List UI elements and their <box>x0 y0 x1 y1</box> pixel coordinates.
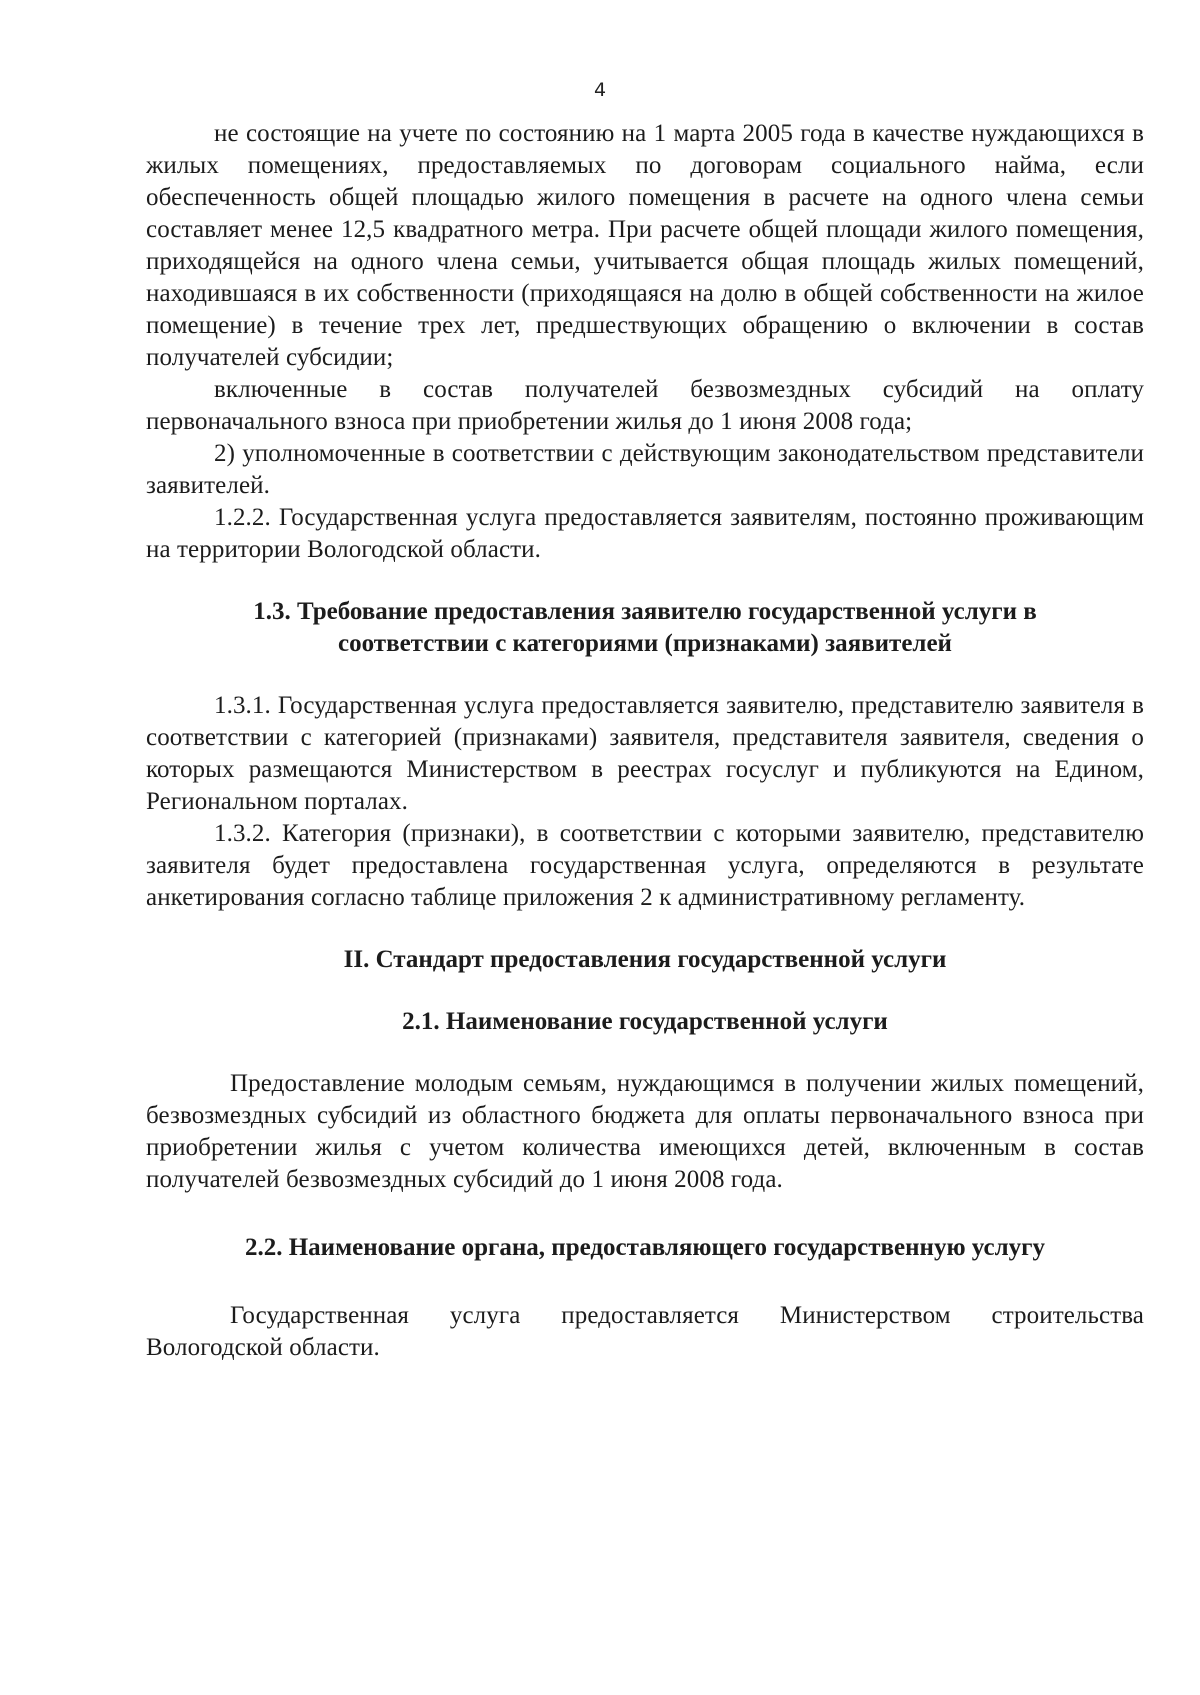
paragraph-1-2-2: 1.2.2. Государственная услуга предоставляется заявителям, постоянно проживающим на территории Вологодской области. <box>146 504 1144 563</box>
paragraph-eligibility-criteria: не состоящие на учете по состоянию на 1 марта 2005 года в качестве нуждающихся в жилых помещениях, предоставляемых по договорам социального найма, если обеспеченность общей площадью жилого помещения в расчете на одного члена семьи составляет менее 12,5 квадратного метра. При расчете общей площади жилого помещения, приходящейся на одного члена семьи, учитывается общая площадь жилых помещений, находившаяся в их собственности (приходящаяся на долю в общей собственности на жилое помещение) в течение трех лет, предшествующих обращению о включении в состав получателей субсидии; <box>146 120 1144 371</box>
section-1-3-heading-line-2: соответствии с категориями (признаками) заявителей <box>338 630 952 657</box>
section-2-1-heading: 2.1. Наименование государственной услуги <box>402 1008 888 1035</box>
paragraph-included-recipients: включенные в состав получателей безвозмездных субсидий на оплату первоначального взноса при приобретении жилья до 1 июня 2008 года; <box>146 376 1144 435</box>
section-2-heading: II. Стандарт предоставления государственной услуги <box>343 946 947 973</box>
spacer <box>146 976 1144 1006</box>
paragraph-1-3-1: 1.3.1. Государственная услуга предоставляется заявителю, представителю заявителя в соответствии с категорией (признаками) заявителя, представителя заявителя, сведения о которых размещаются Министерством в реестрах госуслуг и публикуются на Едином, Региональном порталах. <box>146 692 1144 815</box>
paragraph-service-provider: Государственная услуга предоставляется Министерством строительства Вологодской области. <box>146 1302 1144 1361</box>
spacer <box>146 566 1144 596</box>
page-number: 4 <box>593 79 607 101</box>
spacer <box>146 660 1144 690</box>
spacer <box>146 1264 1144 1300</box>
paragraph-authorized-representatives: 2) уполномоченные в соответствии с действующим законодательством представители заявителей. <box>146 440 1144 499</box>
section-1-3-heading <box>146 596 1144 660</box>
section-1-3-heading-line-1: 1.3. Требование предоставления заявителю государственной услуги в <box>253 598 1037 625</box>
spacer <box>146 914 1144 944</box>
paragraph-1-3-2: 1.3.2. Категория (признаки), в соответствии с которыми заявителю, представителю заявителя будет предоставлена государственная услуга, определяются в результате анкетирования согласно таблице приложения 2 к административному регламенту. <box>146 820 1144 911</box>
spacer <box>146 1038 1144 1068</box>
paragraph-service-name: Предоставление молодым семьям, нуждающимся в получении жилых помещений, безвозмездных субсидий из областного бюджета для оплаты первоначального взноса при приобретении жилья с учетом количества имеющихся детей, включенным в состав получателей безвозмездных субсидий до 1 июня 2008 года. <box>146 1070 1144 1193</box>
section-2-2-heading: 2.2. Наименование органа, предоставляющего государственную услугу <box>244 1234 1046 1261</box>
document-body <box>146 118 1144 1364</box>
spacer <box>146 1196 1144 1232</box>
